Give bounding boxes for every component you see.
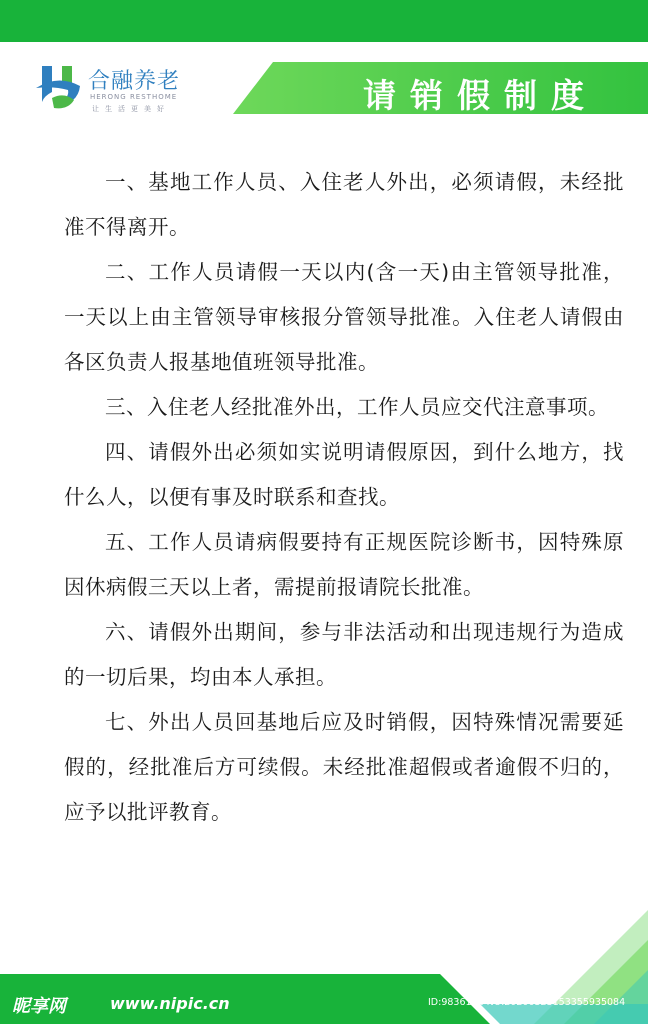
- logo-slogan: 让生活更美好: [92, 105, 170, 113]
- rule-paragraph-5: 五、工作人员请病假要持有正规医院诊断书，因特殊原因休病假三天以上者，需提前报请院长批准。: [64, 530, 624, 599]
- rule-paragraph-1: 一、基地工作人员、入住老人外出，必须请假，未经批准不得离开。: [64, 170, 624, 239]
- logo-chinese-name: 合融养老: [88, 69, 181, 94]
- brand-logo: [34, 62, 214, 118]
- watermark-url: www.nipic.cn: [110, 994, 230, 1013]
- watermark-brand: 昵享网: [12, 996, 66, 1017]
- rule-paragraph-4: 四、请假外出必须如实说明请假原因，到什么地方，找什么人，以便有事及时联系和查找。: [64, 440, 624, 509]
- watermark-id: ID:9836132 NO:20200323153355935084: [428, 997, 626, 1008]
- rule-paragraph-7: 七、外出人员回基地后应及时销假，因特殊情况需要延假的，经批准后方可续假。未经批准超假或者逾假不归的，应予以批评教育。: [64, 710, 624, 824]
- rule-paragraph-2: 二、工作人员请假一天以内(含一天)由主管领导批准，一天以上由主管领导审核报分管领导批准。入住老人请假由各区负责人报基地值班领导批准。: [64, 260, 624, 374]
- page-title: 请销假制度: [363, 76, 598, 115]
- rule-paragraph-3: 三、入住老人经批准外出，工作人员应交代注意事项。: [105, 395, 609, 419]
- top-green-bar: [0, 0, 648, 42]
- rule-paragraph-6: 六、请假外出期间，参与非法活动和出现违规行为造成的一切后果，均由本人承担。: [64, 620, 624, 689]
- logo-h-icon: [34, 62, 84, 112]
- rules-content: [64, 160, 624, 835]
- logo-english-name: HERONG RESTHOME: [90, 93, 178, 101]
- title-banner: [233, 62, 648, 114]
